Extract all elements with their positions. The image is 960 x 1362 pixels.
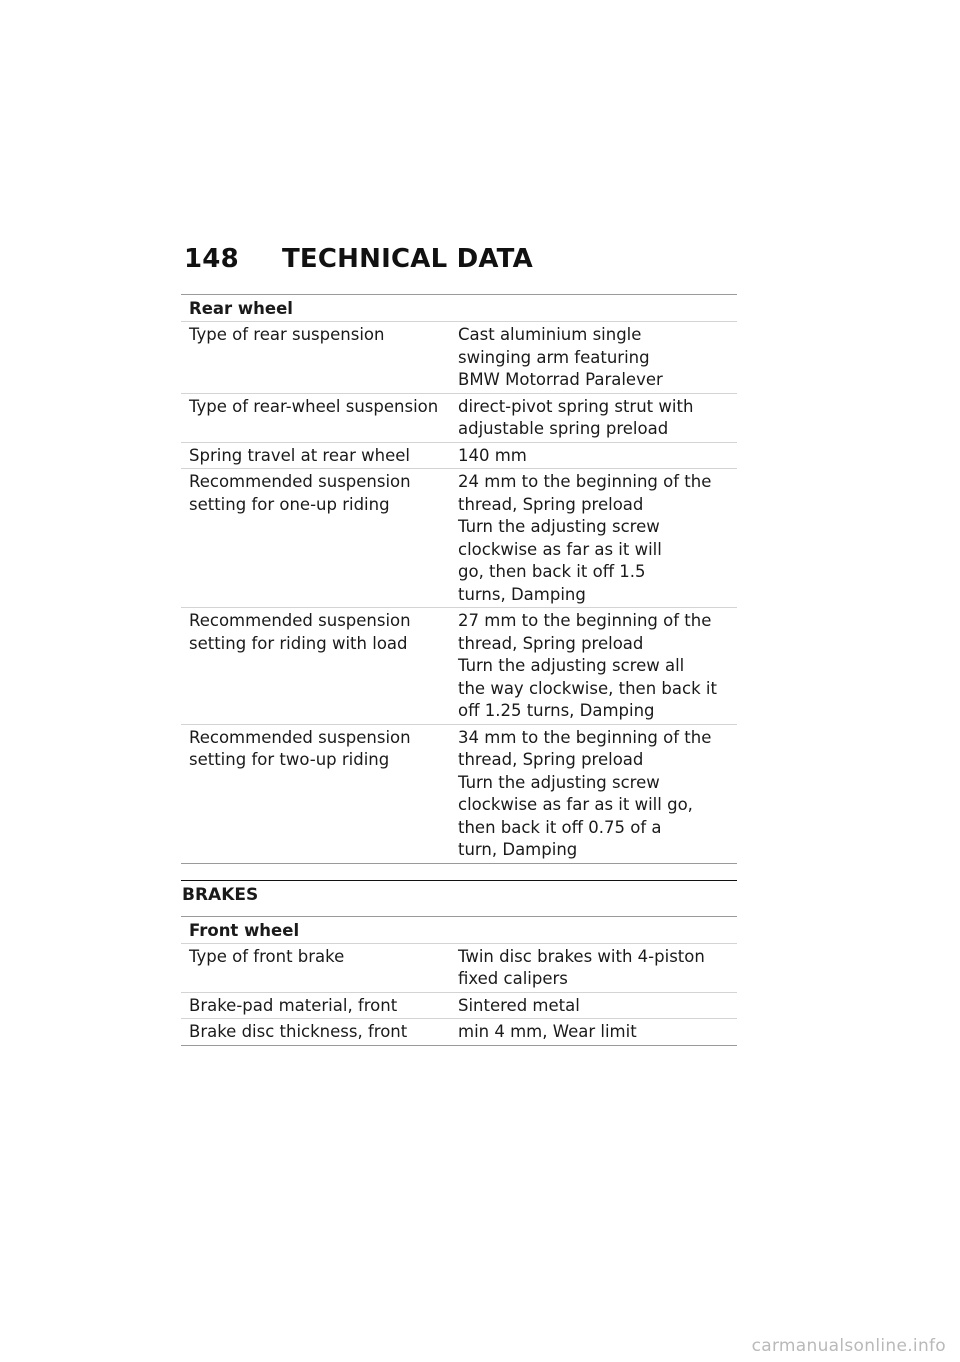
table-row — [181, 993, 737, 1020]
spec-value-line: Cast aluminium single — [458, 325, 642, 344]
page-title: TECHNICAL DATA — [282, 244, 533, 274]
rear-wheel-table — [181, 294, 737, 864]
spec-value-line: thread, Spring preload — [458, 494, 644, 514]
spec-value-line: 140 mm — [458, 445, 527, 465]
spec-label — [181, 995, 458, 1018]
spec-value — [458, 610, 737, 723]
spec-value-line: go, then back it off 1.5 — [458, 562, 646, 581]
spec-value — [458, 995, 737, 1018]
spec-value-line: min 4 mm, Wear limit — [458, 1022, 637, 1041]
spec-value-line: the way clockwise, then back it — [458, 678, 717, 698]
spec-value-line: thread, Spring preload — [458, 750, 644, 769]
spec-label — [181, 445, 458, 468]
spec-value-line: 24 mm to the beginning of the — [458, 472, 712, 491]
spec-value-line: adjustable spring preload — [458, 419, 669, 438]
spec-label-line: Type of front brake — [189, 946, 345, 966]
spec-value-line: 34 mm to the beginning of the — [458, 727, 712, 747]
page-header — [184, 244, 533, 274]
spec-value — [458, 396, 737, 441]
spec-label — [181, 946, 458, 991]
spec-label-line: Type of rear-wheel suspension — [189, 396, 439, 416]
spec-value — [458, 946, 737, 991]
spec-value — [458, 445, 737, 468]
spec-label-line: Brake-pad material, front — [189, 995, 398, 1015]
spec-label — [181, 396, 458, 441]
spec-label-line: Type of rear suspension — [189, 325, 385, 344]
spec-label — [181, 471, 458, 606]
page-number: 148 — [184, 244, 239, 274]
spec-value-line: 27 mm to the beginning of the — [458, 611, 712, 630]
spec-value-line: Twin disc brakes with 4-piston — [458, 946, 705, 966]
spec-value — [458, 1021, 737, 1044]
front-wheel-table — [181, 916, 737, 1046]
page-content — [181, 294, 737, 1046]
table-row — [181, 1019, 737, 1045]
spec-value-line: Turn the adjusting screw all — [458, 656, 685, 675]
spec-value — [458, 471, 737, 606]
table-row — [181, 944, 737, 993]
spec-label-line: Recommended suspension — [189, 611, 411, 630]
brakes-section-heading: BRAKES — [181, 880, 737, 912]
spec-label-line: Spring travel at rear wheel — [189, 445, 410, 465]
spec-value-line: clockwise as far as it will go, — [458, 795, 693, 814]
rear-wheel-rows — [181, 322, 737, 863]
spec-label-line: Recommended suspension — [189, 727, 411, 747]
spec-value-line: then back it off 0.75 of a — [458, 817, 662, 837]
spec-label-line: Brake disc thickness, front — [189, 1022, 408, 1041]
spec-value-line: Sintered metal — [458, 995, 580, 1015]
spec-label-line: Recommended suspension — [189, 472, 411, 491]
table-row — [181, 443, 737, 470]
table-row — [181, 608, 737, 725]
table-row — [181, 469, 737, 608]
spec-value-line: thread, Spring preload — [458, 633, 644, 653]
spec-label-line: setting for two-up riding — [189, 750, 390, 769]
spec-value-line: turns, Damping — [458, 584, 586, 604]
rear-wheel-heading: Rear wheel — [181, 295, 737, 322]
spec-value-line: turn, Damping — [458, 840, 578, 859]
spec-value-line: off 1.25 turns, Damping — [458, 701, 655, 720]
spec-value-line: swinging arm featuring — [458, 347, 650, 367]
watermark: carmanualsonline.info — [751, 1336, 946, 1356]
spec-label-line: setting for one-up riding — [189, 494, 390, 514]
spec-value-line: fixed calipers — [458, 969, 568, 988]
spec-label — [181, 727, 458, 862]
spec-label — [181, 324, 458, 392]
front-wheel-rows — [181, 944, 737, 1045]
spec-label-line: setting for riding with load — [189, 633, 408, 653]
table-row — [181, 394, 737, 443]
table-row — [181, 725, 737, 863]
spec-value-line: Turn the adjusting screw — [458, 517, 660, 536]
spec-value-line: clockwise as far as it will — [458, 539, 662, 559]
spec-label — [181, 1021, 458, 1044]
spec-value-line: Turn the adjusting screw — [458, 772, 660, 792]
spec-value-line: direct-pivot spring strut with — [458, 396, 694, 416]
table-row — [181, 322, 737, 394]
spec-value — [458, 324, 737, 392]
front-wheel-heading: Front wheel — [181, 917, 737, 944]
spec-value-line: BMW Motorrad Paralever — [458, 370, 663, 389]
spec-label — [181, 610, 458, 723]
spec-value — [458, 727, 737, 862]
